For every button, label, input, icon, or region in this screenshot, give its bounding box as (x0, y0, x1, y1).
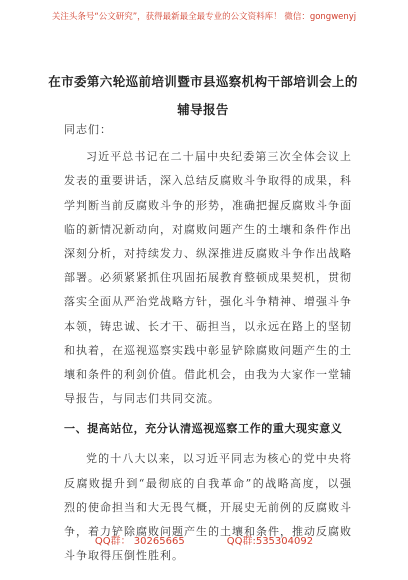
body-paragraph: 习近平总书记在二十届中央纪委第三次全体会议上发表的重要讲话，深入总结反腐败斗争取得的成果，科学判断当前反腐败斗争的形势，准确把握反腐败斗争面临的新情况新动向，对腐败问题产生的土壤和条件作出深刻分析，对持续发力、纵深推进反腐败斗争作出战略部署。必须紧紧抓住巩固拓展教育整顿成果契机，贯彻落实全面从严治党战略方针，强化斗争精神、增强斗争本领，铸忠诚、长才干、砺担当，以永远在路上的坚韧和执着，在巡视巡察实践中彰显铲除腐败问题产生的土壤和条件的利剑价值。借此机会，由我为大家作一堂辅导报告，与同志们共同交流。 (64, 150, 352, 406)
salutation: 同志们： (64, 123, 112, 136)
document-title: 在市委第六轮巡前培训暨市县巡察机构干部培训会上的辅导报告 (48, 74, 358, 117)
document-body (64, 118, 352, 568)
contact-footer (0, 532, 408, 547)
section-heading: 一、提高站位，充分认清巡视巡察工作的重大现实意义 (64, 422, 343, 436)
qq-group-2: QQ群:535304092 (226, 536, 314, 547)
promo-banner (0, 0, 408, 34)
qq-group-1: QQ群： 30265665 (94, 536, 185, 547)
body-paragraph: 党的十八大以来，以习近平同志为核心的党中央将反腐败提升到“最彻底的自我革命”的战略高度，以强烈的使命担当和大无畏气概，开展史无前例的反腐败斗争，着力铲除腐败问题产生的土壤和条件，推动反腐败斗争取得压倒性胜利。 (64, 452, 352, 563)
promo-banner-text: 关注头条号“公文研究”，获得最新最全最专业的公文资料库！ 微信：gongwenyj (51, 12, 357, 22)
